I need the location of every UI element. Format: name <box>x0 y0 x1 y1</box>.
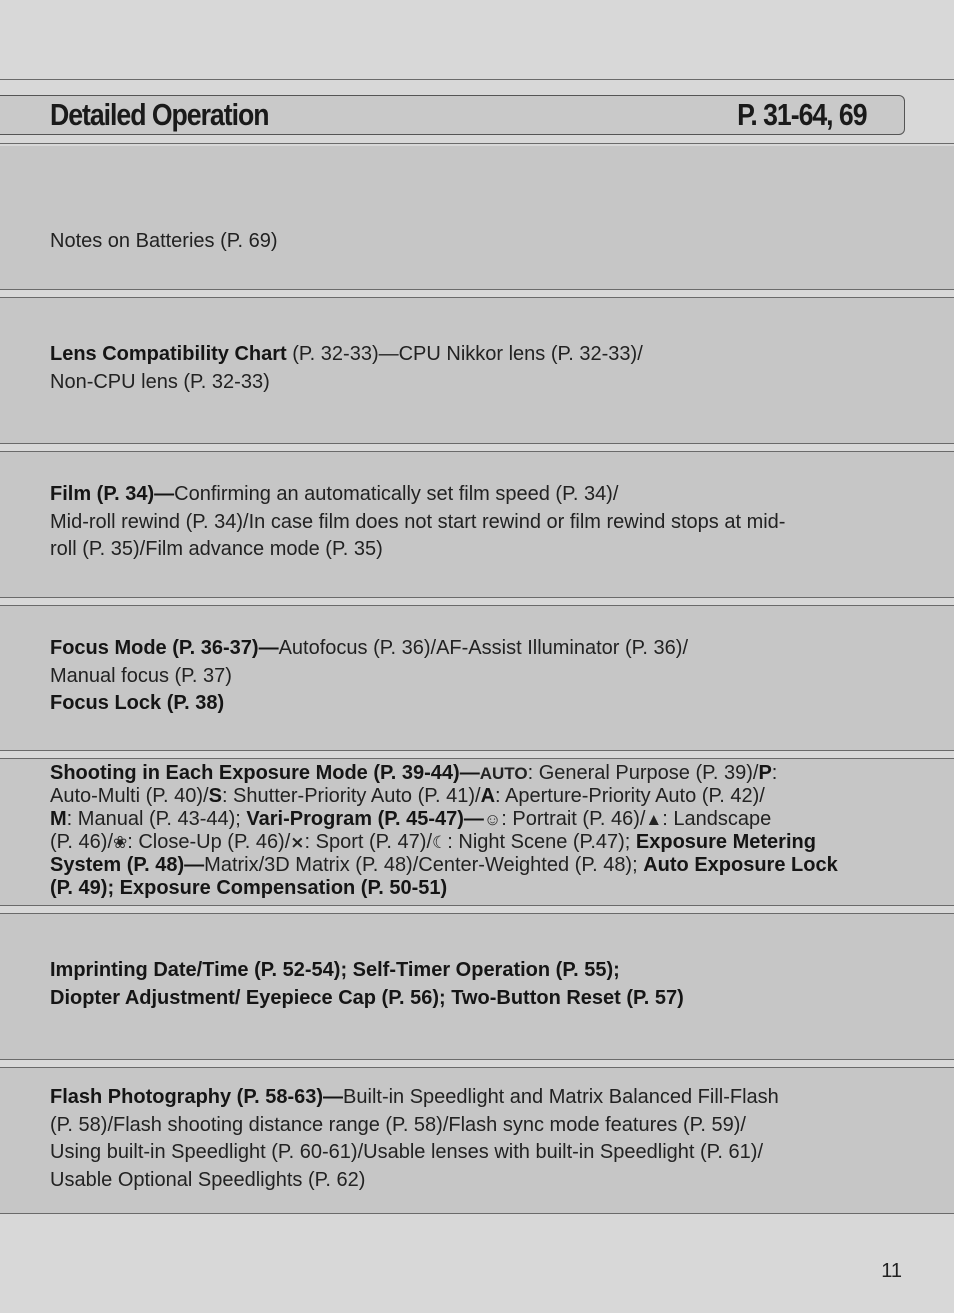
exposure-text-2: : <box>771 762 778 784</box>
ae-lock-heading: Auto Exposure Lock <box>643 854 838 876</box>
divider <box>0 905 954 906</box>
divider <box>0 443 954 444</box>
batteries-line: Notes on Batteries (P. 69) <box>50 229 278 252</box>
flash-line-2: (P. 58)/Flash shooting distance range (P. 58)/Flash sync mode features (P. 59)/ <box>50 1113 746 1136</box>
exposure-text-3: Auto-Multi (P. 40)/ <box>50 785 209 807</box>
divider <box>0 1213 954 1214</box>
metering-heading-2: System (P. 48)— <box>50 854 205 876</box>
film-line-3: roll (P. 35)/Film advance mode (P. 35) <box>50 538 383 560</box>
page-number: 11 <box>881 1260 902 1282</box>
exposure-text-10: : Close-Up (P. 46)/ <box>127 831 291 853</box>
lens-heading: Lens Compatibility Chart <box>50 343 287 365</box>
divider <box>0 750 954 751</box>
exposure-text <box>50 762 940 900</box>
film-line-1: Confirming an automatically set film speed (P. 34)/ <box>174 483 619 505</box>
mode-a: A <box>480 785 496 807</box>
flash-line-3: Using built-in Speedlight (P. 60-61)/Usable lenses with built-in Speedlight (P. 61)/ <box>50 1141 763 1163</box>
flash-heading: Flash Photography (P. 58-63)— <box>50 1086 344 1108</box>
header-bottom-rule <box>0 143 954 144</box>
batteries-text <box>50 200 930 255</box>
lens-text <box>50 341 930 396</box>
focus-line-2: Manual focus (P. 37) <box>50 664 232 687</box>
exposure-text-7: : Portrait (P. 46)/ <box>501 808 646 830</box>
exposure-text-9: (P. 46)/ <box>50 831 113 853</box>
night-scene-icon: ☾ <box>432 833 448 852</box>
film-line-2: Mid-roll rewind (P. 34)/In case film does not start rewind or film rewind stops at mid- <box>50 510 786 533</box>
exposure-text-11: : Sport (P. 47)/ <box>304 831 433 853</box>
exposure-text-4: : Shutter-Priority Auto (P. 41)/ <box>221 785 481 807</box>
exposure-text-1: : General Purpose (P. 39)/ <box>527 762 759 784</box>
flash-line-4: Usable Optional Speedlights (P. 62) <box>50 1168 366 1191</box>
lens-line-1: (P. 32-33)—CPU Nikkor lens (P. 32-33)/ <box>286 343 643 365</box>
top-rule <box>0 79 954 80</box>
landscape-icon: ▲ <box>645 810 663 829</box>
focus-line-1: Autofocus (P. 36)/AF-Assist Illuminator (P. 36)/ <box>278 637 689 659</box>
page-title: Detailed Operation <box>50 97 269 132</box>
focus-heading: Focus Mode (P. 36-37)— <box>50 637 279 659</box>
exposure-text-6: : Manual (P. 43-44); <box>66 808 247 830</box>
page-range: P. 31-64, 69 <box>736 97 866 132</box>
exposure-heading: Shooting in Each Exposure Mode (P. 39-44)— <box>50 762 480 784</box>
flash-text <box>50 1084 930 1194</box>
auto-mode-icon: AUTO <box>479 764 528 783</box>
imprint-line-1: Imprinting Date/Time (P. 52-54); Self-Timer Operation (P. 55); <box>50 959 620 981</box>
film-text <box>50 481 930 564</box>
mode-s: S <box>208 785 222 807</box>
divider <box>0 1059 954 1060</box>
imprint-text <box>50 957 930 1012</box>
divider <box>0 597 954 598</box>
imprint-line-2: Diopter Adjustment/ Eyepiece Cap (P. 56); Two-Button Reset (P. 57) <box>50 986 684 1009</box>
film-heading: Film (P. 34)— <box>50 483 175 505</box>
exposure-text-5: : Aperture-Priority Auto (P. 42)/ <box>495 785 765 807</box>
portrait-icon: ☺ <box>483 810 502 829</box>
exposure-text-12: : Night Scene (P.47); <box>447 831 636 853</box>
flash-line-1: Built-in Speedlight and Matrix Balanced Fill-Flash <box>343 1086 779 1108</box>
lens-line-2: Non-CPU lens (P. 32-33) <box>50 370 270 393</box>
close-up-icon: ❀ <box>113 833 128 852</box>
exposure-text-13: Matrix/3D Matrix (P. 48)/Center-Weighted (P. 48); <box>204 854 644 876</box>
focus-lock-heading: Focus Lock (P. 38) <box>50 692 225 714</box>
exposure-compensation-heading: (P. 49); Exposure Compensation (P. 50-51) <box>50 877 448 899</box>
vari-program-heading: Vari-Program (P. 45-47)— <box>246 808 484 830</box>
divider <box>0 289 954 290</box>
exposure-text-8: : Landscape <box>662 808 772 830</box>
focus-text <box>50 635 930 718</box>
sport-icon: ⨯ <box>290 833 305 852</box>
mode-m: M <box>50 808 67 830</box>
mode-p: P <box>758 762 772 784</box>
metering-heading: Exposure Metering <box>635 831 816 853</box>
